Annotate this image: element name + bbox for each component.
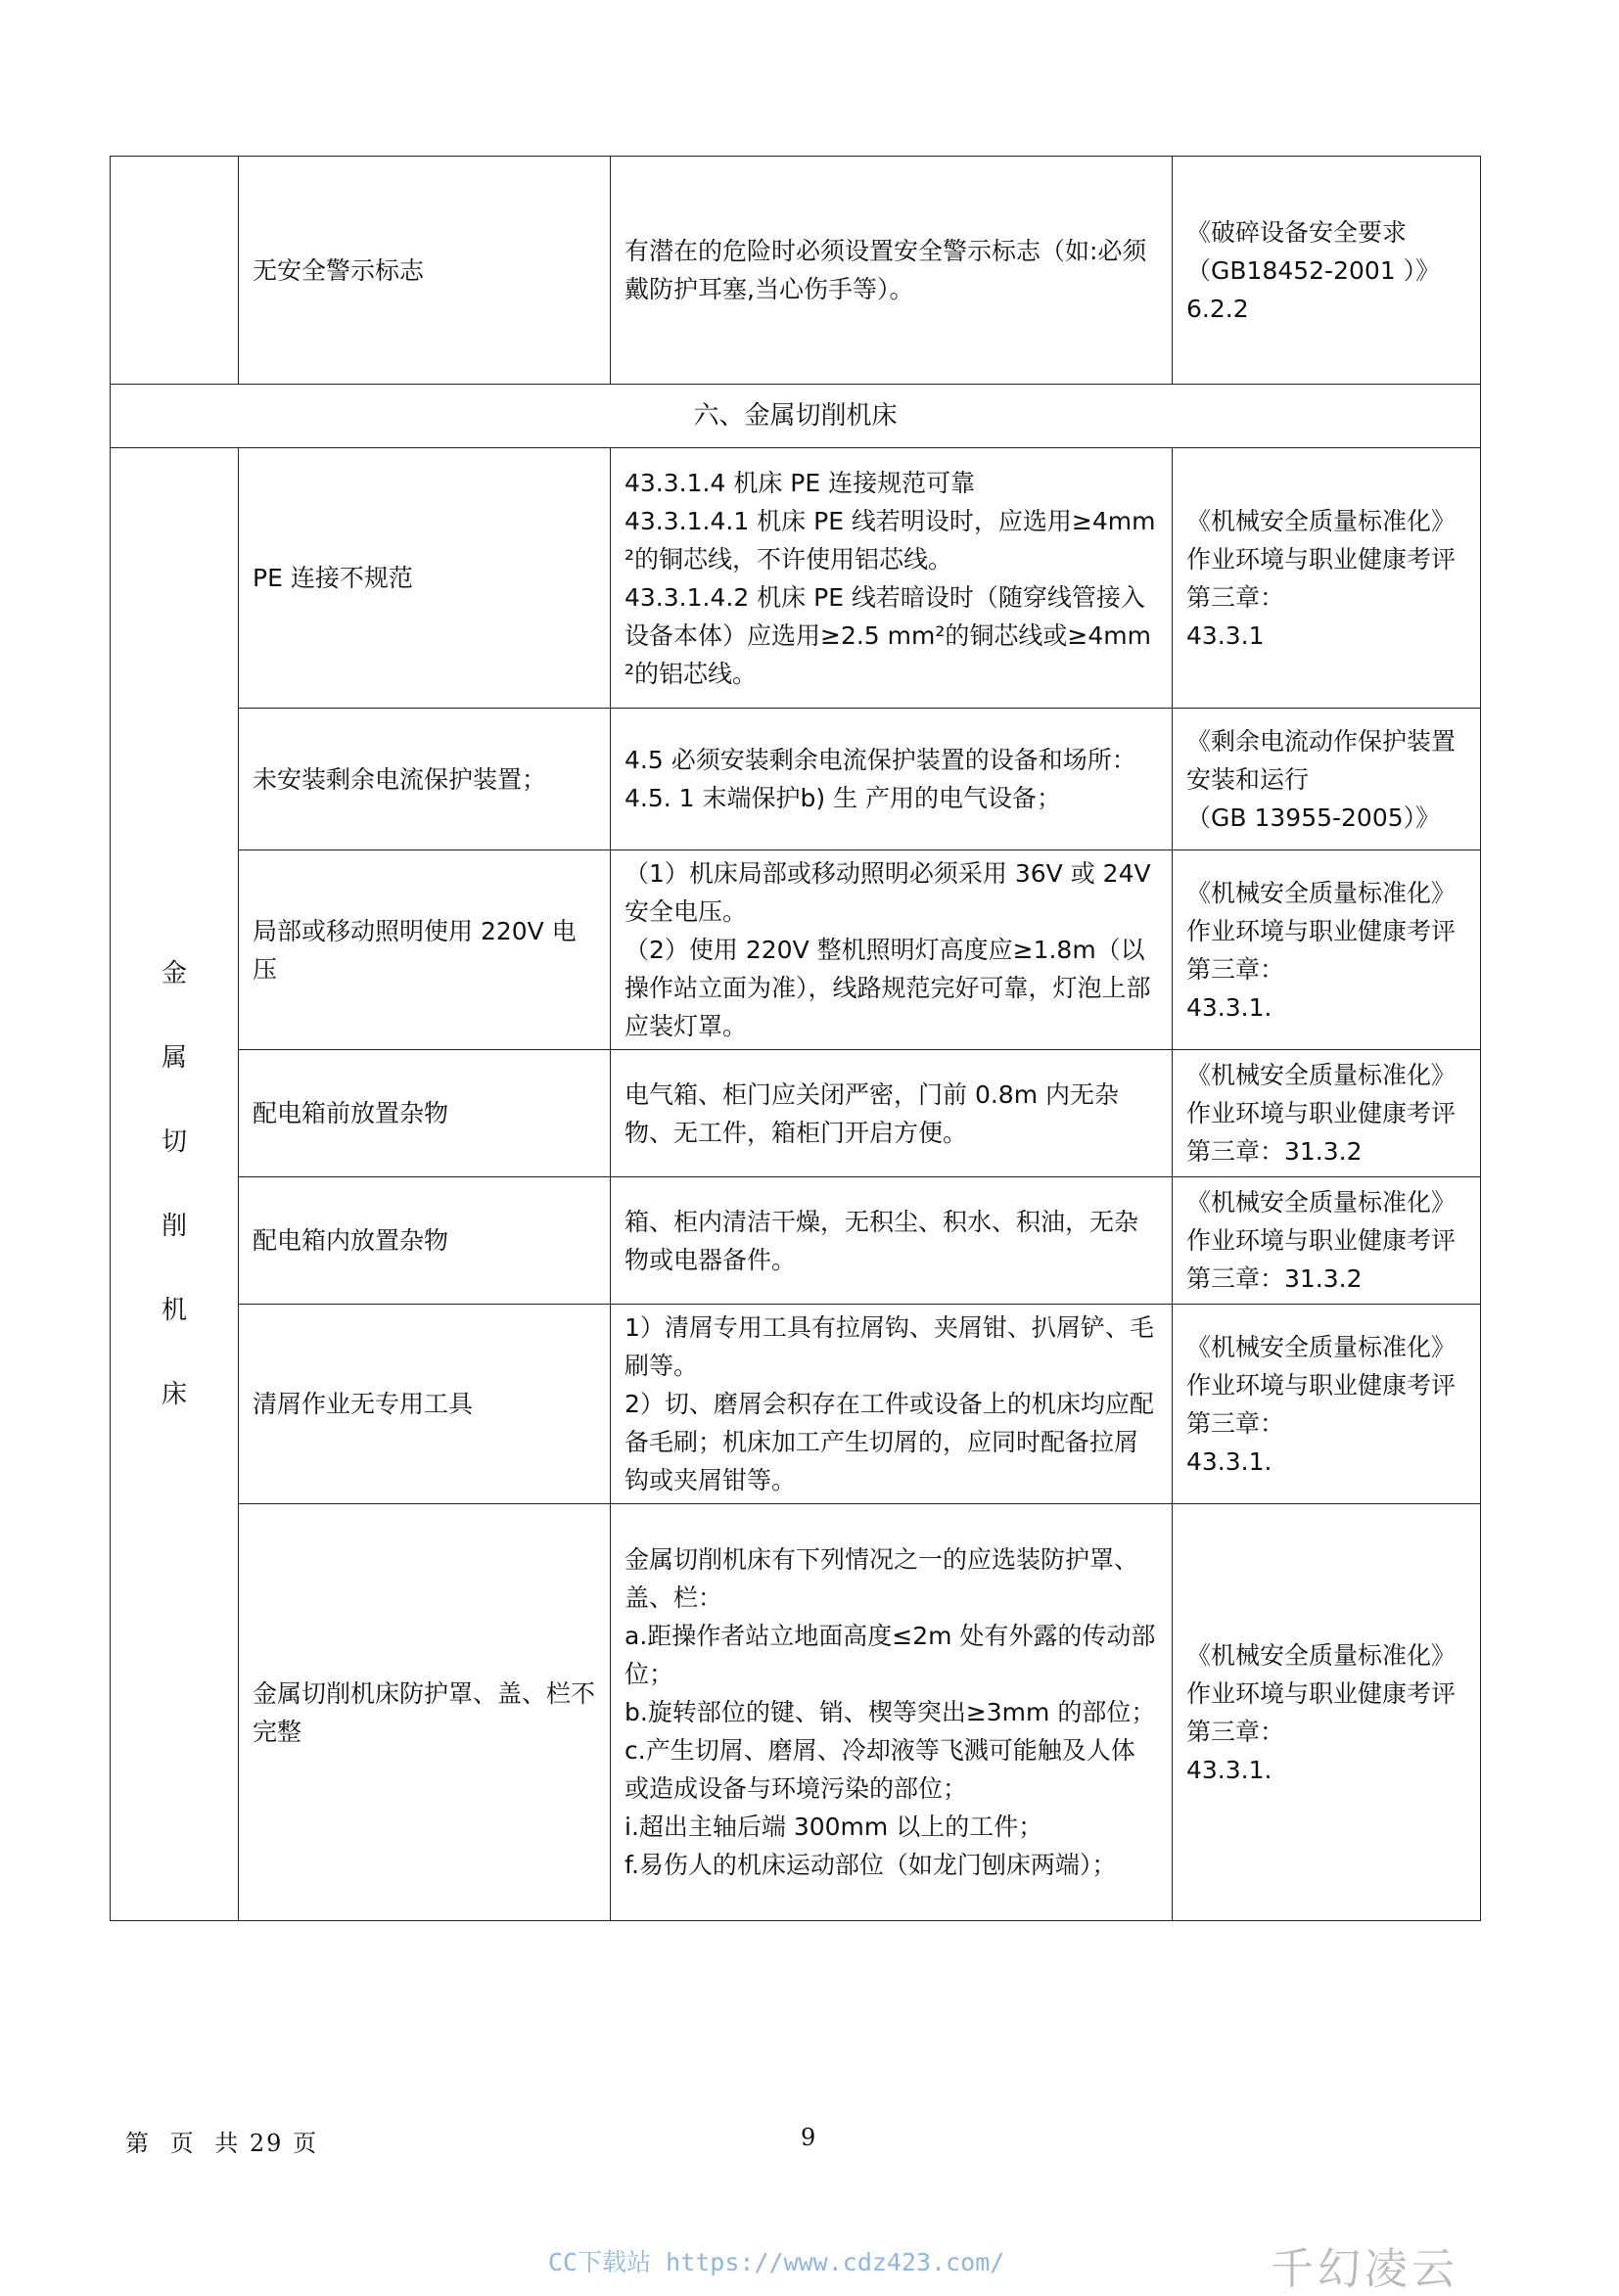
requirement-line: 4.5 必须安装剩余电流保护装置的设备和场所：: [624, 746, 1136, 774]
footer-ye: 页: [169, 2130, 196, 2157]
item-cell: 清屑作业无专用工具: [239, 1305, 611, 1504]
requirement-line: 2）切、磨屑会积存在工件或设备上的机床均应配备毛刷；机床加工产生切屑的，应同时配备拉屑钩或夹屑钳等。: [624, 1390, 1154, 1494]
requirement-cell: [611, 709, 1173, 850]
requirement-line: 43.3.1.4.1 机床 PE 线若明设时，应选用≥4mm²的铜芯线，不许使用铝芯线。: [624, 506, 1156, 574]
reference-cell: 《机械安全质量标准化》作业环境与职业健康考评第三章： 43.3.1.: [1173, 1305, 1481, 1504]
requirement-line: （1）机床局部或移动照明必须采用 36V 或 24V 安全电压。: [624, 859, 1151, 926]
table-row: [111, 1305, 1481, 1504]
reference-cell: 《机械安全质量标准化》作业环境与职业健康考评第三章： 43.3.1.: [1173, 850, 1481, 1050]
reference-cell: 《机械安全质量标准化》作业环境与职业健康考评第三章： 43.3.1: [1173, 448, 1481, 709]
category-cell: [111, 448, 239, 1921]
table-row: [111, 448, 1481, 709]
reference-cell: 《机械安全质量标准化》作业环境与职业健康考评第三章： 43.3.1.: [1173, 1504, 1481, 1921]
reference-cell: 《机械安全质量标准化》作业环境与职业健康考评第三章：31.3.2: [1173, 1050, 1481, 1177]
section-header-row: [111, 385, 1481, 448]
requirement-line: i.超出主轴后端 300mm 以上的工件；: [624, 1813, 1043, 1841]
reference-cell: 《破碎设备安全要求 （GB18452-2001 ）》 6.2.2: [1173, 157, 1481, 385]
page-number: 9: [801, 2124, 816, 2151]
requirement-line: 43.3.1.4.2 机床 PE 线若暗设时（随穿线管接入设备本体）应选用≥2.5 mm²的铜芯线或≥4mm²的铝芯线。: [624, 582, 1151, 688]
table-row: [111, 850, 1481, 1050]
table-row: [111, 709, 1481, 850]
requirement-cell: [611, 1177, 1173, 1305]
page-footer-left: [125, 2124, 328, 2158]
item-cell: 配电箱内放置杂物: [239, 1177, 611, 1305]
requirement-line: 1）清屑专用工具有拉屑钩、夹屑钳、扒屑铲、毛刷等。: [624, 1313, 1154, 1380]
requirement-line: 有潜在的危险时必须设置安全警示标志（如:必须戴防护耳塞,当心伤手等）。: [624, 237, 1147, 303]
requirement-cell: [611, 1504, 1173, 1921]
requirement-line: f.易伤人的机床运动部位（如龙门刨床两端）；: [624, 1851, 1117, 1879]
requirement-cell: [611, 850, 1173, 1050]
category-char: 削: [161, 1212, 187, 1241]
requirement-line: b.旋转部位的键、销、楔等突出≥3mm 的部位；: [624, 1698, 1156, 1726]
item-cell: 局部或移动照明使用 220V 电压: [239, 850, 611, 1050]
requirement-line: 电气箱、柜门应关闭严密，门前 0.8m 内无杂物、无工件，箱柜门开启方便。: [624, 1079, 1120, 1147]
footer-di: 第: [125, 2130, 151, 2157]
requirement-cell: [611, 448, 1173, 709]
regulation-table: [110, 156, 1481, 1921]
section-title: 六、金属切削机床: [111, 385, 1481, 448]
requirement-line: 金属切削机床有下列情况之一的应选装防护罩、盖、栏：: [624, 1545, 1139, 1612]
item-cell: PE 连接不规范: [239, 448, 611, 709]
requirement-cell: [611, 1305, 1173, 1504]
table-row: [111, 1504, 1481, 1921]
requirement-line: 4.5. 1 末端保护b) 生 产用的电气设备；: [624, 784, 1062, 812]
category-char: 切: [161, 1127, 187, 1157]
watermark-url: CC下载站 https://www.cdz423.com/: [548, 2248, 1005, 2276]
requirement-cell: [611, 157, 1173, 385]
item-cell: 无安全警示标志: [239, 157, 611, 385]
reference-cell: 《剩余电流动作保护装置安装和运行 （GB 13955-2005）》: [1173, 709, 1481, 850]
requirement-cell: [611, 1050, 1173, 1177]
requirement-line: 箱、柜内清洁干燥，无积尘、积水、积油，无杂物或电器备件。: [624, 1207, 1139, 1274]
footer-total: 共 29 页: [214, 2130, 319, 2157]
category-char: 床: [161, 1380, 187, 1409]
category-char: 属: [161, 1043, 187, 1073]
item-cell: 未安装剩余电流保护装置；: [239, 709, 611, 850]
requirement-line: c.产生切屑、磨屑、冷却液等飞溅可能触及人体或造成设备与环境污染的部位；: [624, 1736, 1135, 1803]
table-row: [111, 1177, 1481, 1305]
item-cell: 配电箱前放置杂物: [239, 1050, 611, 1177]
category-char: 金: [161, 959, 187, 988]
item-cell: 金属切削机床防护罩、盖、栏不完整: [239, 1504, 611, 1921]
watermark-brand: 千幻凌云: [1271, 2244, 1458, 2294]
requirement-line: a.距操作者站立地面高度≤2m 处有外露的传动部位；: [624, 1622, 1156, 1688]
category-cell-empty: [111, 157, 239, 385]
category-char: 机: [161, 1296, 187, 1325]
category-vertical-text: [111, 932, 238, 1437]
requirement-line: （2）使用 220V 整机照明灯高度应≥1.8m（以操作站立面为准），线路规范完好可靠，灯泡上部应装灯罩。: [624, 936, 1151, 1040]
table-row: [111, 157, 1481, 385]
reference-cell: 《机械安全质量标准化》作业环境与职业健康考评第三章：31.3.2: [1173, 1177, 1481, 1305]
requirement-line: 43.3.1.4 机床 PE 连接规范可靠: [624, 468, 976, 497]
table-row: [111, 1050, 1481, 1177]
